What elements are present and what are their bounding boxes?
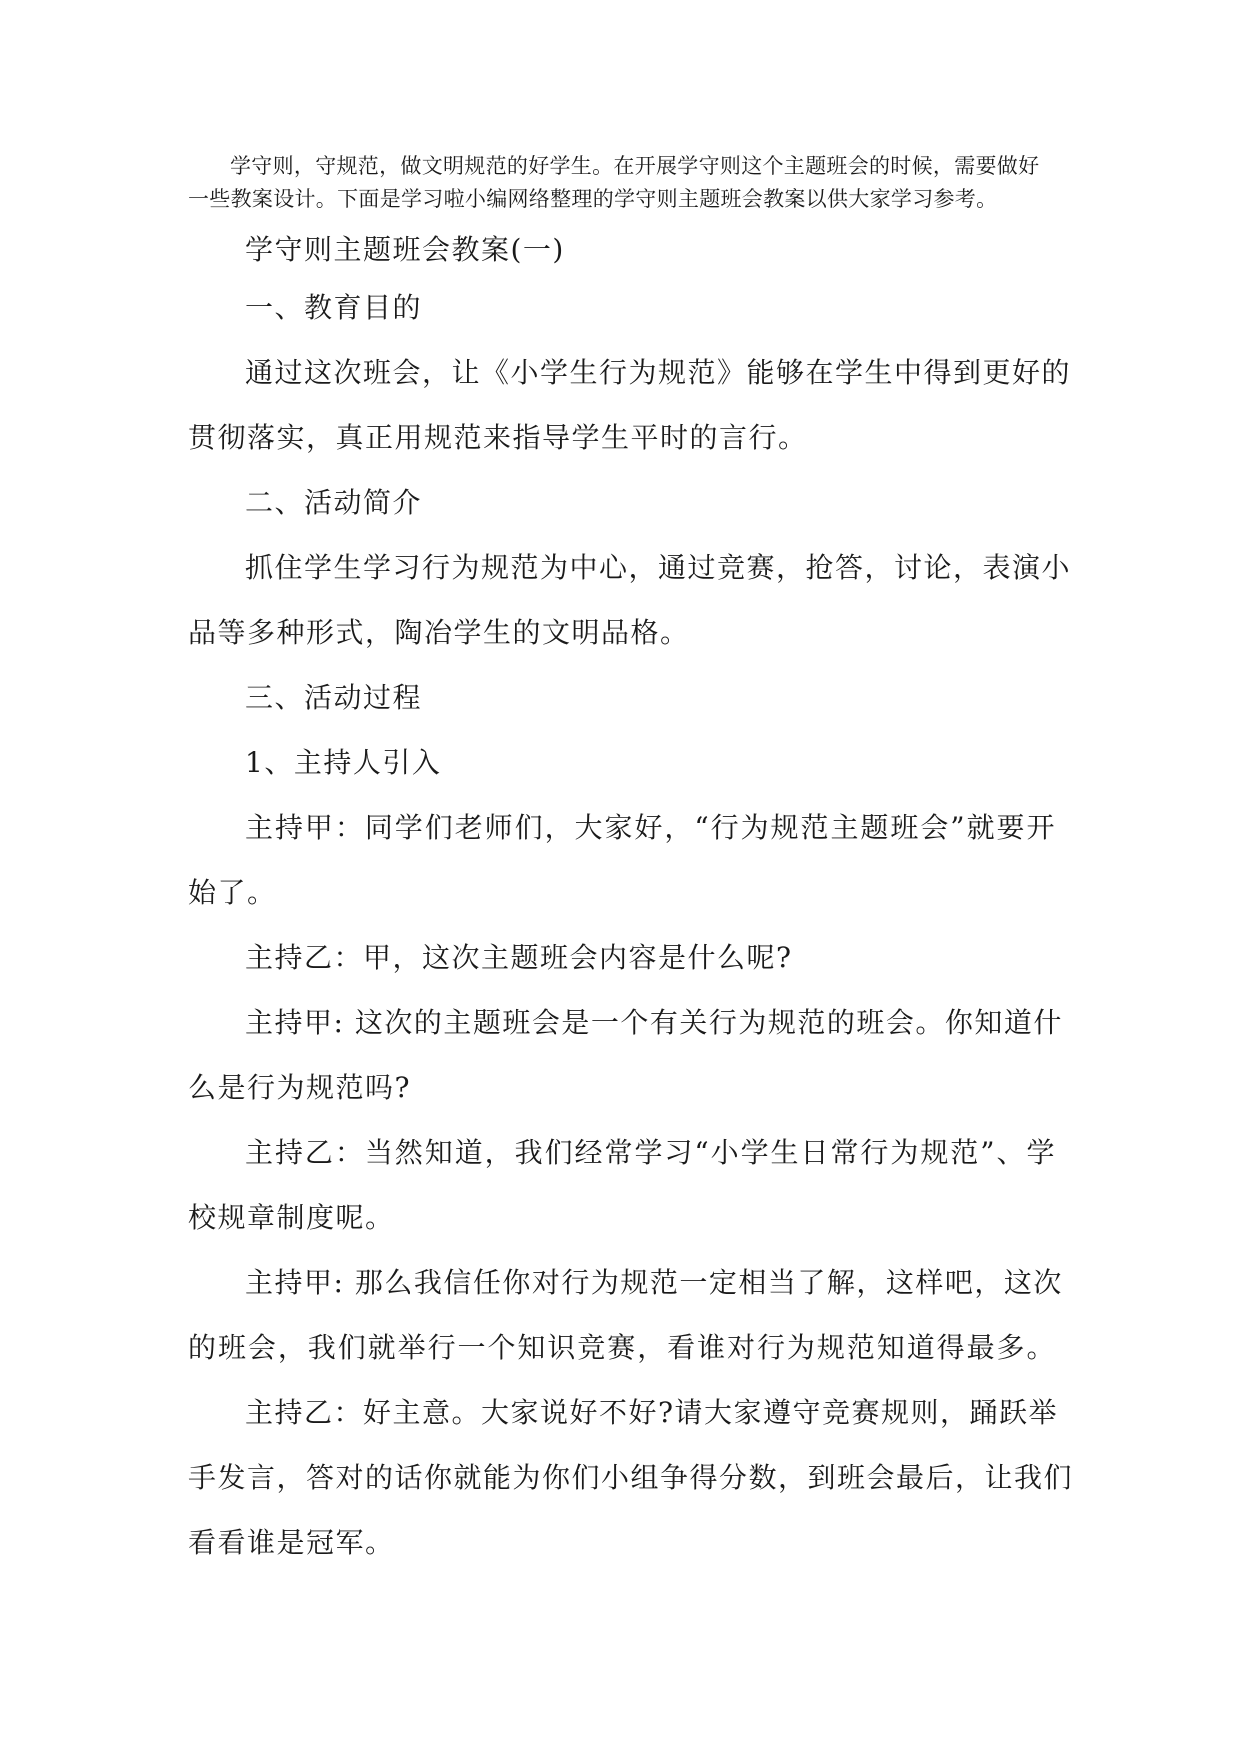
paragraph-line: 主持乙：好主意。大家说好不好?请大家遵守竞赛规则，踊跃举 [245,1396,1059,1429]
paragraph-line: 始了。 [188,876,277,909]
step-heading: 1、主持人引入 [245,746,442,779]
paragraph-line: 主持乙：当然知道，我们经常学习“小学生日常行为规范”、学 [245,1136,1056,1169]
paragraph-line: 看看谁是冠军。 [188,1526,395,1559]
intro-paragraph: 学守则，守规范，做文明规范的好学生。在开展学守则这个主题班会的时候，需要做好一些教案设计。下面是学习啦小编网络整理的学守则主题班会教案以供大家学习参考。 [188,154,1040,211]
paragraph-line: 的班会，我们就举行一个知识竞赛，看谁对行为规范知道得最多。 [188,1331,1056,1364]
paragraph-line: 通过这次班会，让《小学生行为规范》能够在学生中得到更好的 [245,356,1072,389]
paragraph-line: 校规章制度呢。 [188,1201,395,1234]
paragraph-line: 抓住学生学习行为规范为中心，通过竞赛，抢答，讨论，表演小 [245,551,1072,584]
paragraph-line: 么是行为规范吗? [188,1071,412,1104]
section-heading-process: 三、活动过程 [245,681,423,714]
paragraph-line: 贯彻落实，真正用规范来指导学生平时的言行。 [188,421,808,454]
paragraph-line: 主持甲: 那么我信任你对行为规范一定相当了解，这样吧，这次 [245,1266,1063,1299]
paragraph-line: 手发言，答对的话你就能为你们小组争得分数，到班会最后，让我们 [188,1461,1074,1494]
paragraph-line: 主持甲：同学们老师们，大家好，“行为规范主题班会”就要开 [245,811,1056,844]
paragraph-line: 品等多种形式，陶冶学生的文明品格。 [188,616,690,649]
section-heading-intro: 二、活动简介 [245,486,423,519]
paragraph-line: 主持乙：甲，这次主题班会内容是什么呢? [245,941,793,974]
section-heading-purpose: 一、教育目的 [245,291,423,324]
document-title: 学守则主题班会教案(一) [245,233,565,266]
paragraph-line: 主持甲: 这次的主题班会是一个有关行为规范的班会。你知道什 [245,1006,1063,1039]
